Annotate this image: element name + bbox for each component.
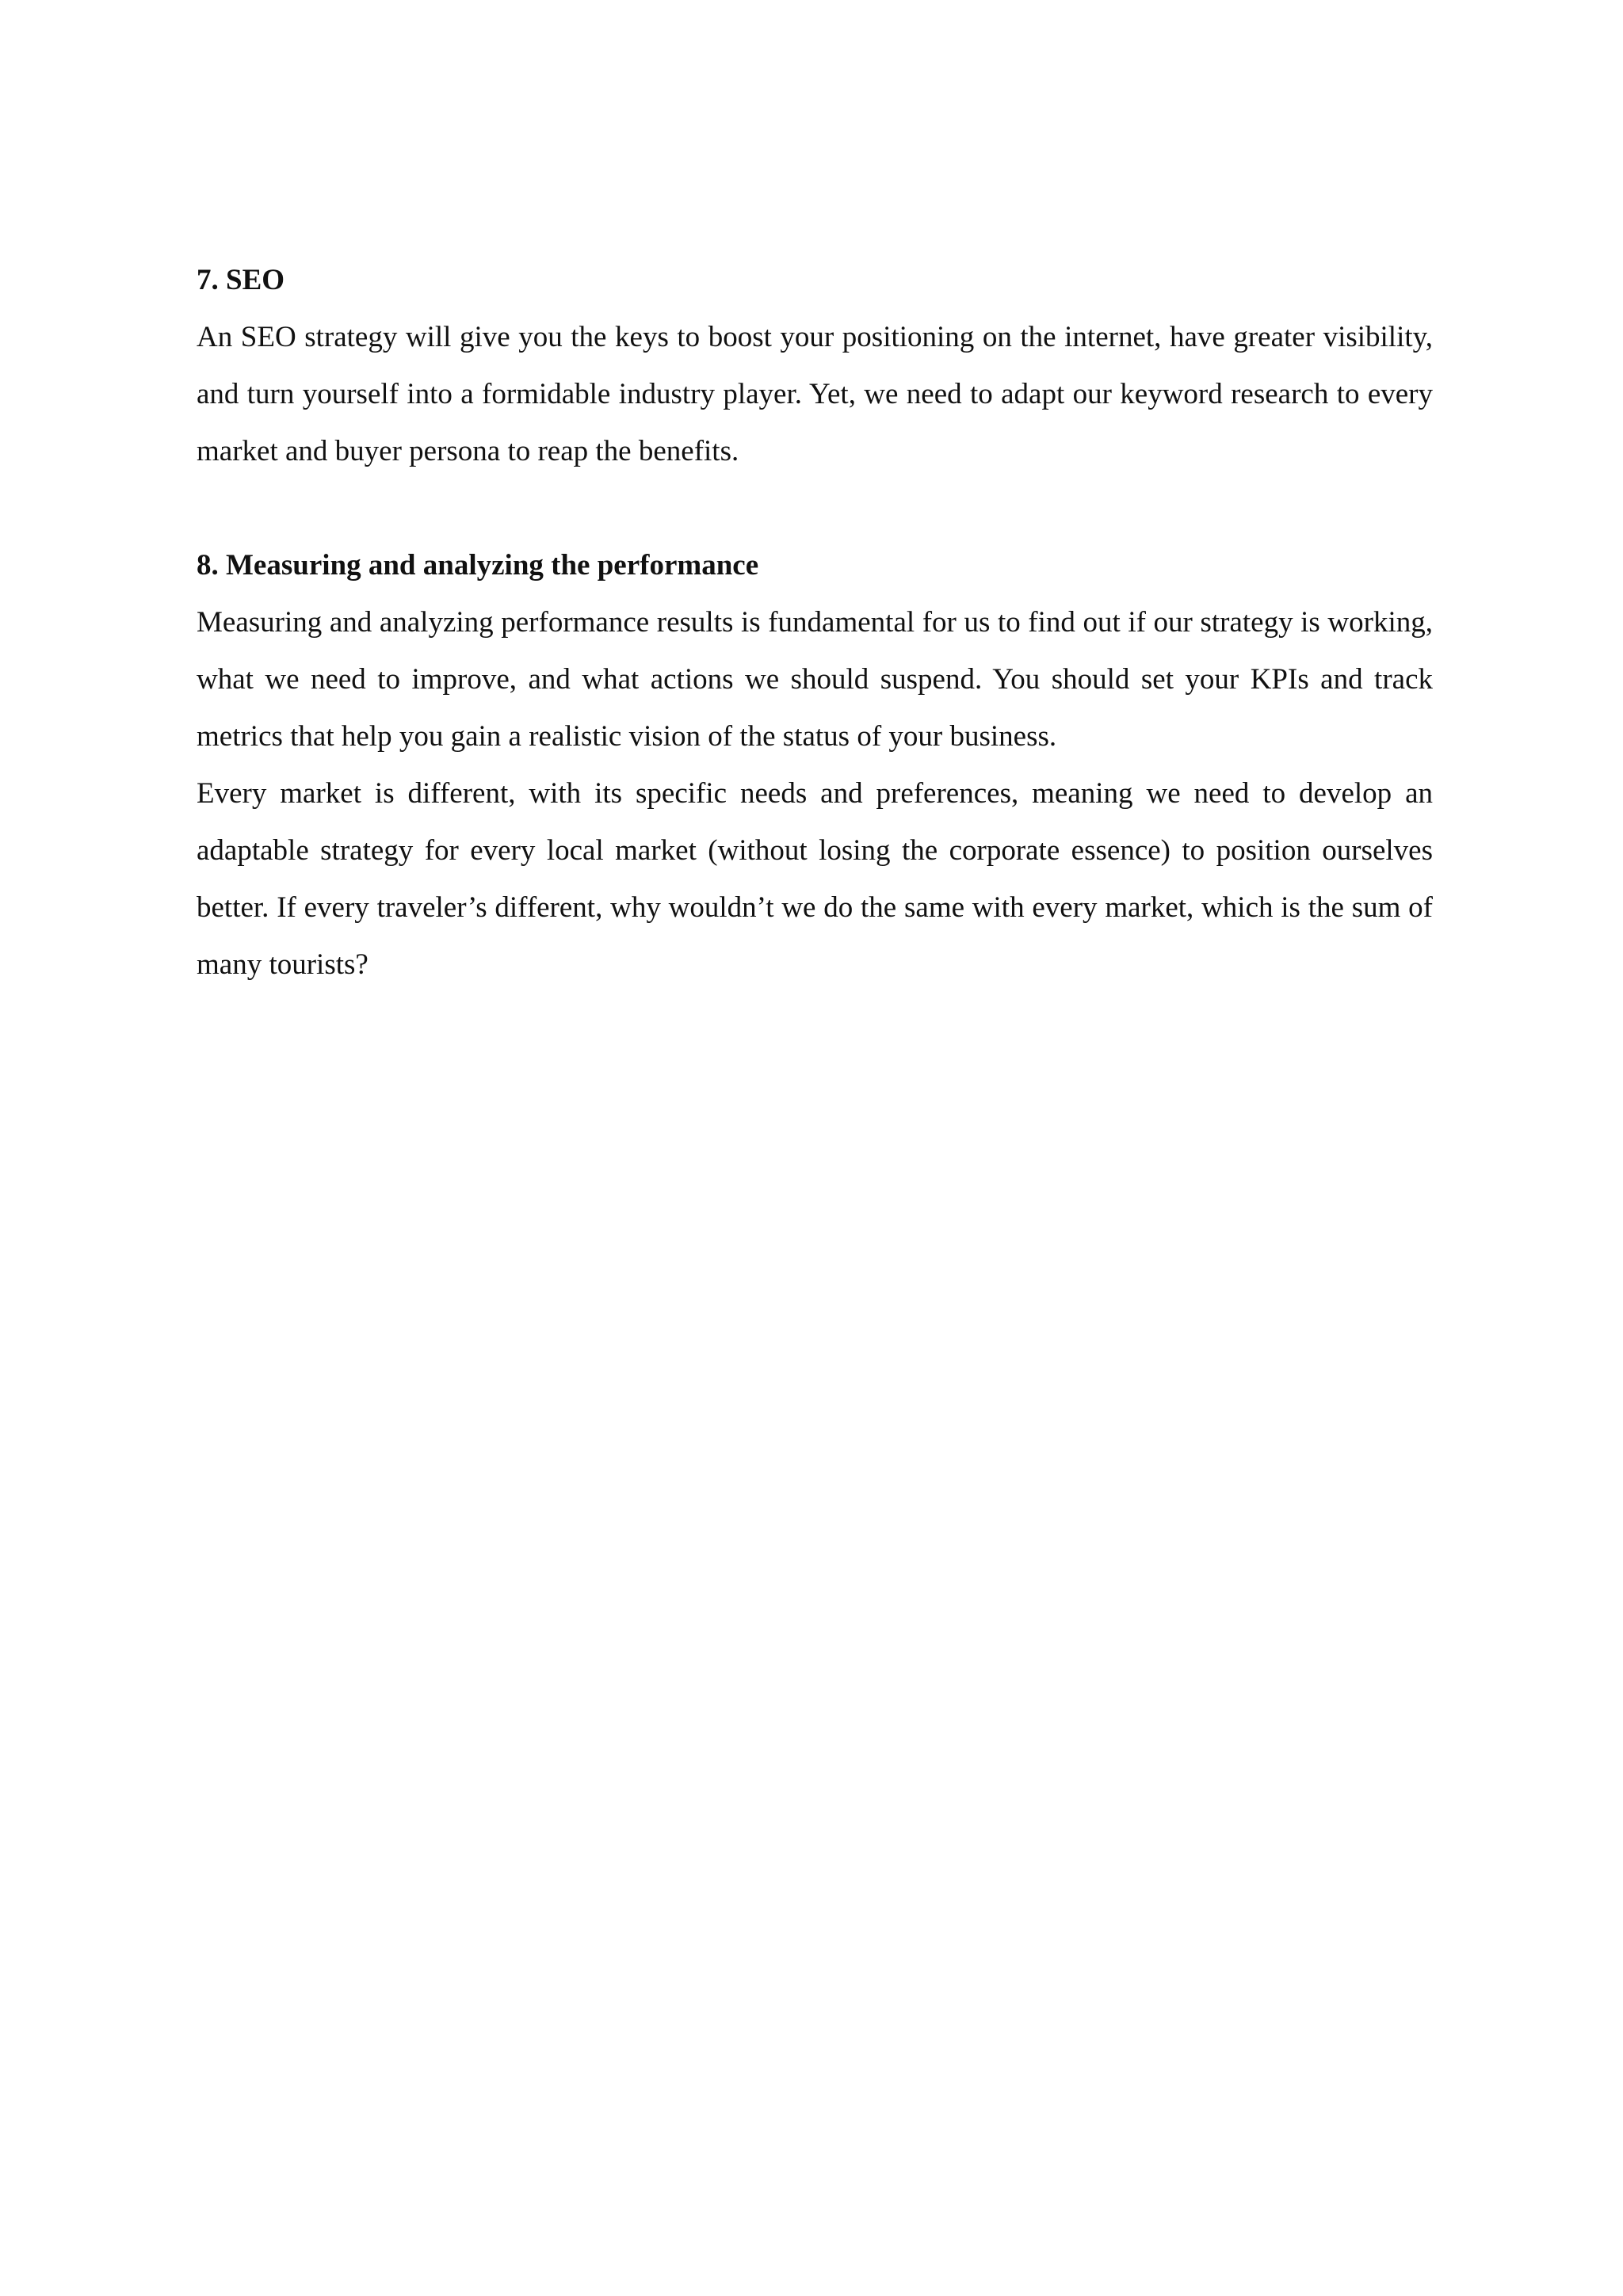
section-measuring-performance [197,537,1433,994]
section-heading-seo: 7. SEO [197,264,285,296]
paragraph-measuring-performance: Measuring and analyzing performance results is fundamental for us to find out if our strategy is working, what we need to improve, and what actions we should suspend. You should set your KPIs and track metrics that help you gain a realistic vision of the status of your business. [197,606,1433,753]
paragraph-seo: An SEO strategy will give you the keys to boost your positioning on the internet, have greater visibility, and turn yourself into a formidable industry player. Yet, we need to adapt our keyword research to every market and buyer persona to reap the benefits. [197,321,1433,467]
document-body [197,252,1433,994]
paragraph-market-adaptation: Every market is different, with its specific needs and preferences, meaning we need to develop an adaptable strategy for every local market (without losing the corporate essence) to position ourselves better. If every traveler’s different, why wouldn’t we do the same with every market, which is the sum of many tourists? [197,777,1433,981]
section-seo [197,252,1433,480]
section-heading-measuring-performance: 8. Measuring and analyzing the performance [197,549,759,582]
